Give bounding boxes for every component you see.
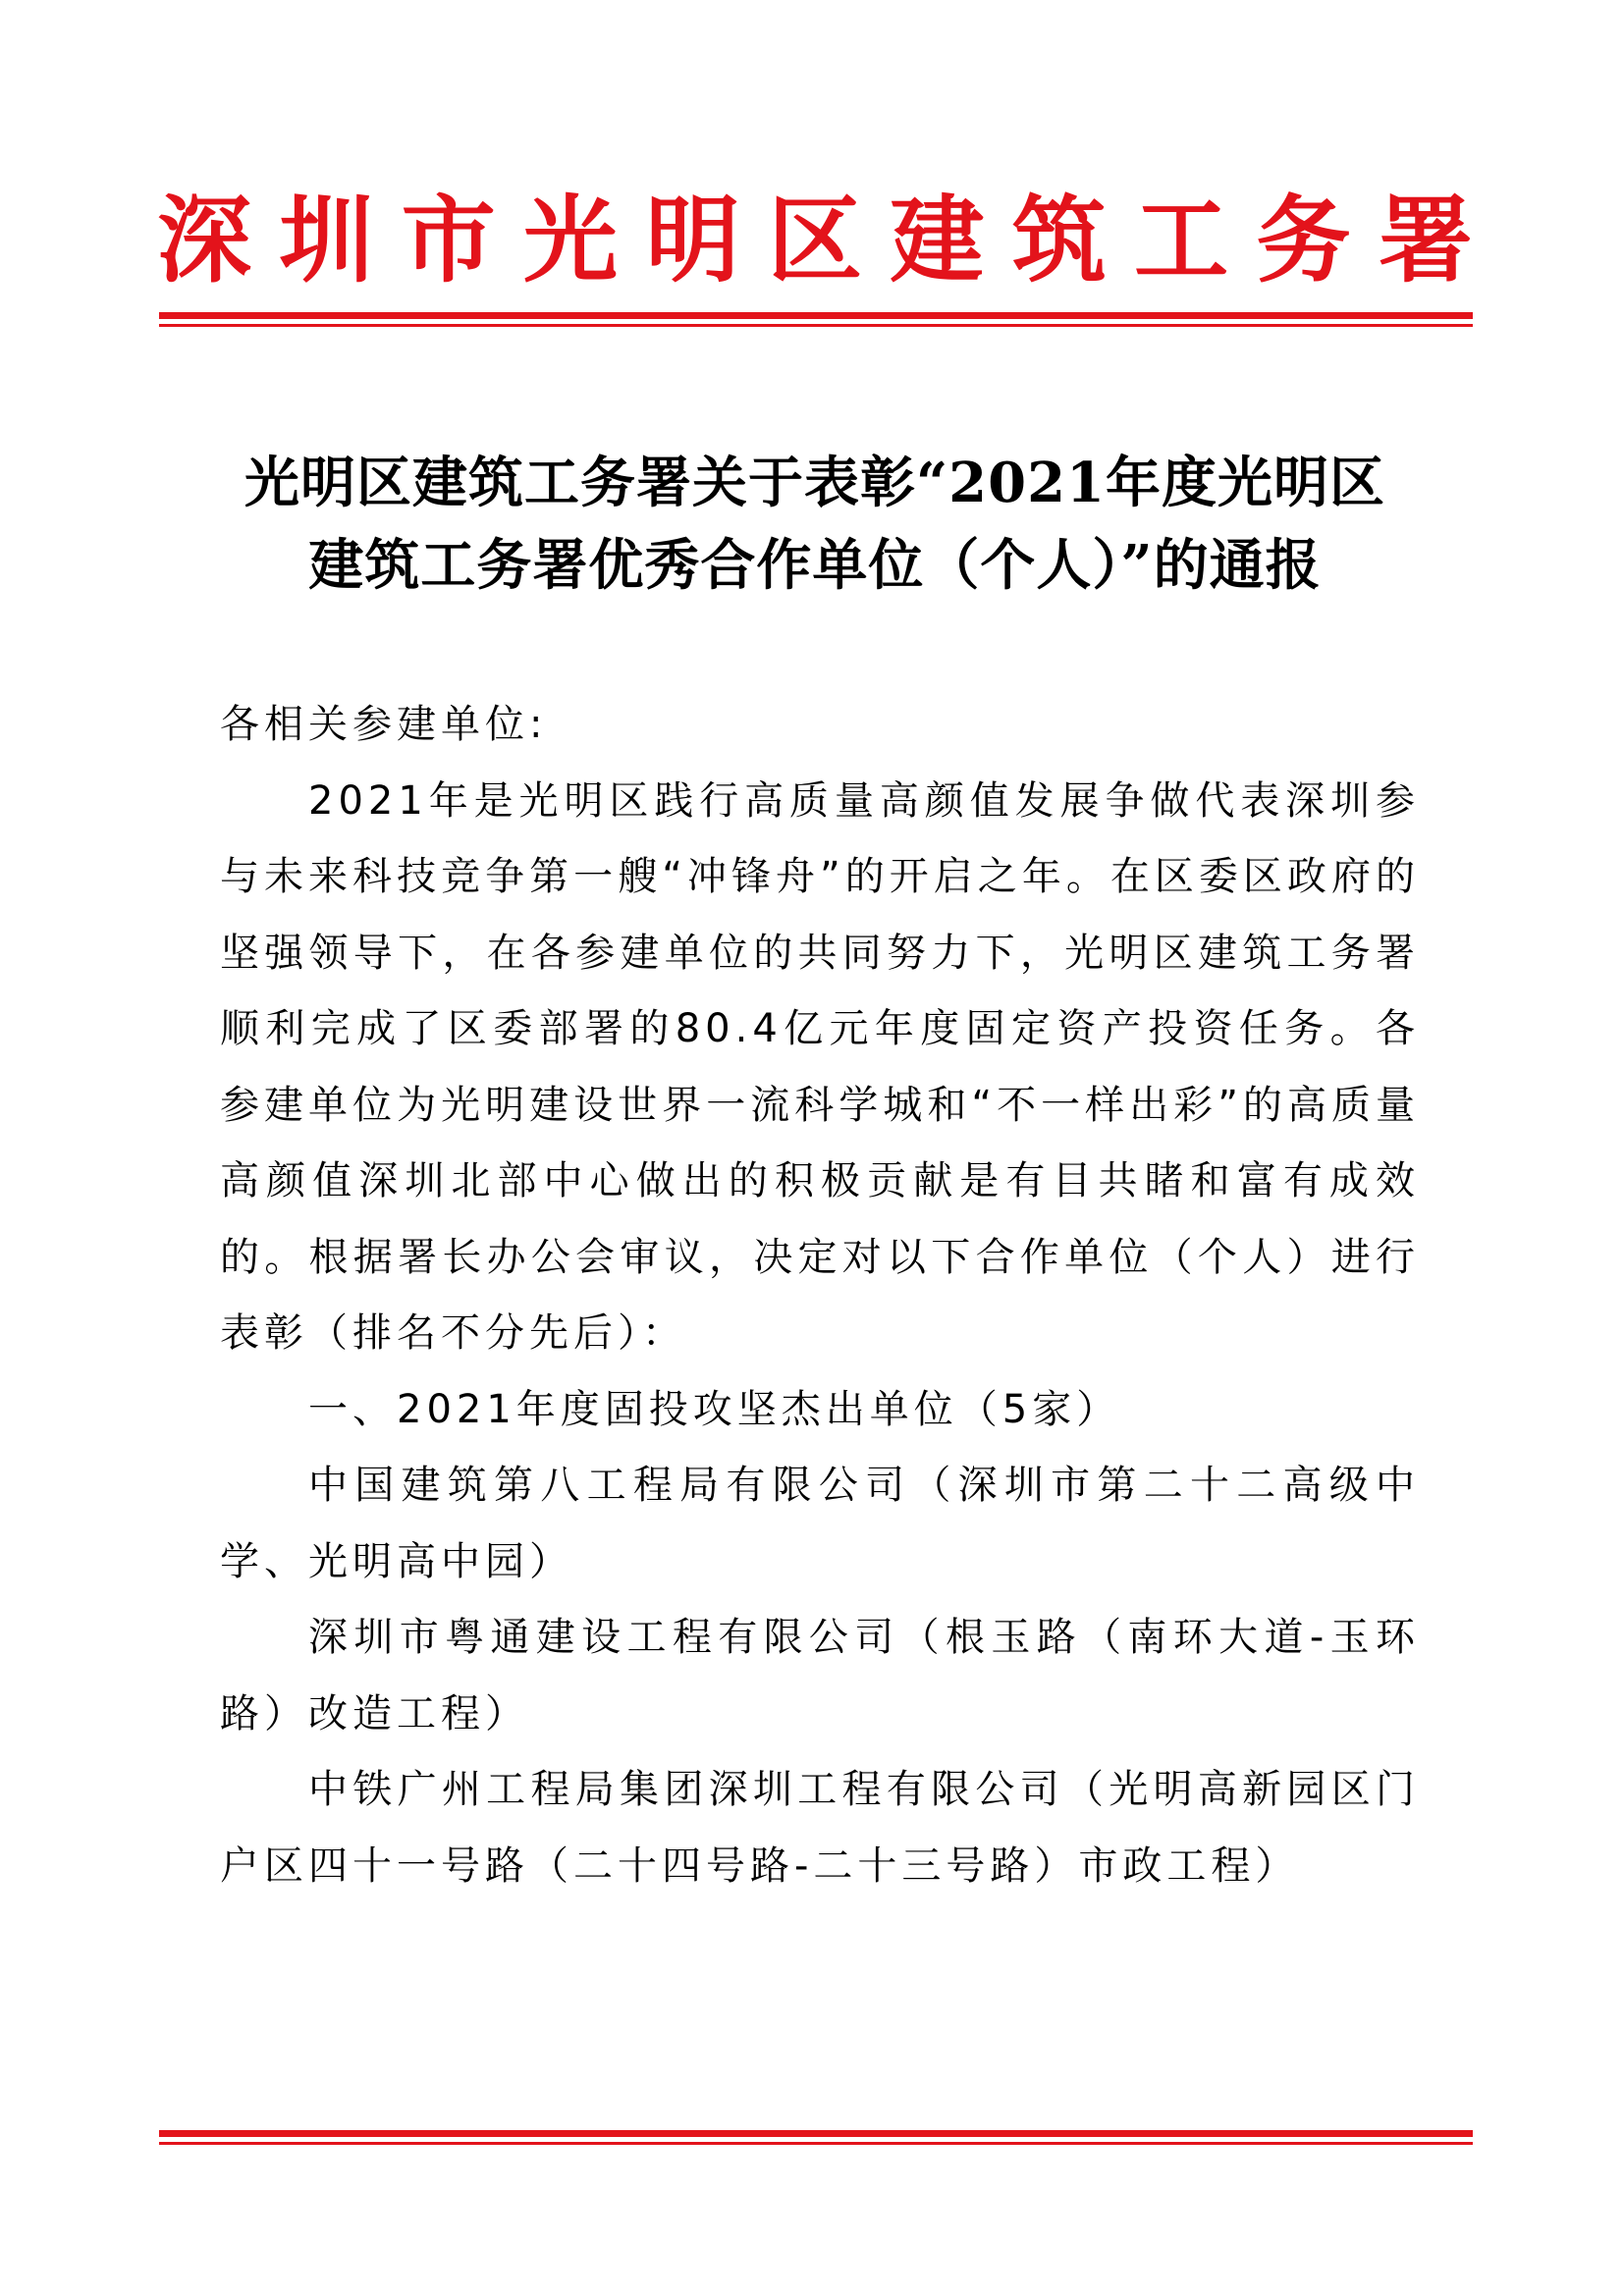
thick-line bbox=[159, 2130, 1473, 2137]
masthead-char: 建 bbox=[890, 186, 985, 295]
footer-red-rule bbox=[159, 2130, 1473, 2145]
list-item: 中国建筑第八工程局有限公司（深圳市第二十二高级中学、光明高中园） bbox=[220, 1463, 1420, 1584]
masthead-char: 光 bbox=[523, 186, 619, 295]
masthead bbox=[157, 182, 1473, 299]
header-red-rule bbox=[159, 312, 1473, 327]
thin-line bbox=[159, 324, 1473, 327]
masthead-char: 市 bbox=[401, 186, 496, 295]
masthead-char: 圳 bbox=[279, 186, 374, 295]
masthead-char: 工 bbox=[1134, 186, 1229, 295]
thin-line bbox=[159, 2142, 1473, 2145]
salutation: 各相关参建单位: bbox=[220, 702, 548, 747]
masthead-char: 区 bbox=[767, 186, 862, 295]
masthead-char: 筑 bbox=[1011, 186, 1107, 295]
list-item: 深圳市粤通建设工程有限公司（根玉路（南环大道-玉环路）改造工程） bbox=[220, 1615, 1420, 1736]
title-line-1: 光明区建筑工务署关于表彰“2021年度光明区 bbox=[243, 451, 1386, 515]
masthead-char: 明 bbox=[645, 186, 740, 295]
masthead-char: 务 bbox=[1256, 186, 1351, 295]
thick-line bbox=[159, 312, 1473, 319]
title-line-2: 建筑工务署优秀合作单位（个人）”的通报 bbox=[308, 533, 1322, 598]
masthead-char: 深 bbox=[157, 186, 251, 295]
list-item: 中铁广州工程局集团深圳工程有限公司（光明高新园区门户区四十一号路（二十四号路-二十三号路）市政工程） bbox=[220, 1767, 1420, 1889]
document-title bbox=[157, 442, 1473, 607]
masthead-char: 署 bbox=[1378, 186, 1473, 295]
section-heading: 一、2021年度固投攻坚杰出单位（5家） bbox=[308, 1386, 1121, 1432]
intro-paragraph: 2021年是光明区践行高质量高颜值发展争做代表深圳参与未来科技竞争第一艘“冲锋舟”的开启之年。在区委区政府的坚强领导下，在各参建单位的共同努力下，光明区建筑工务署顺利完成了区委部署的80.4亿元年度固定资产投资任务。各参建单位为光明建设世界一流科学城和“不一样出彩”的高质量高颜值深圳北部中心做出的积极贡献是有目共睹和富有成效的。根据署长办公会审议，决定对以下合作单位（个人）进行表彰（排名不分先后）： bbox=[220, 777, 1420, 1356]
document-body bbox=[220, 687, 1420, 1904]
